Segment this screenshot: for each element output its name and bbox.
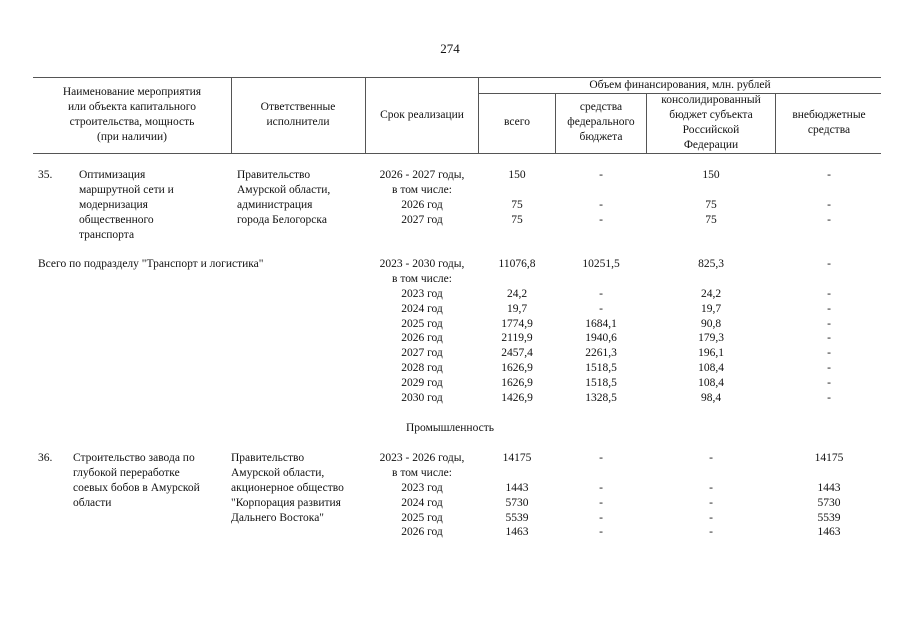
subtotal-label: Всего по подразделу "Транспорт и логистика" [38,258,264,270]
text-line: Амурской области, [231,466,325,479]
value-cell: - [599,287,603,300]
spacer [480,183,554,198]
term-year: 2026 год [401,198,443,211]
header-col-divider [365,77,366,153]
header-text: или объекта капитального [68,100,196,113]
value-cell: - [827,347,831,360]
value-cell: - [709,496,713,509]
value-cell: - [599,198,603,211]
text-line: транспорта [79,228,135,241]
header-col-divider [555,93,556,153]
header-text: Федерации [683,138,739,151]
value-cell: - [827,392,831,405]
spacer [557,183,645,198]
spacer [557,272,645,287]
term-year: 2024 год [401,302,443,315]
term-cell [367,451,477,540]
spacer [777,466,881,481]
value-cell: 19,7 [506,302,528,315]
value-cell: - [599,452,603,464]
header-text: внебюджетные [792,109,866,121]
value-cell: - [827,317,831,330]
value-cell: 5730 [505,496,529,509]
value-cell: 1443 [505,481,529,494]
executors [237,168,330,228]
term-year: 2025 год [401,317,443,330]
offbudget-column [777,257,881,406]
term-including: в том числе: [392,183,452,196]
text-line: Дальнего Востока" [231,511,324,524]
total-column [480,451,554,540]
value-cell: - [827,258,831,270]
term-year: 2030 год [401,392,443,405]
value-cell: 5539 [505,511,529,524]
term-year: 2026 год [401,332,443,345]
spacer [480,272,554,287]
value-cell: 2457,4 [501,347,533,360]
term-cell [367,168,477,228]
header-text: Ответственные [260,101,336,113]
text-line: глубокой переработке [73,466,180,479]
text-line: Амурской области, [237,183,331,196]
value-cell: 1626,9 [501,377,533,390]
value-cell: 825,3 [698,258,724,270]
value-cell: 108,4 [698,362,724,375]
value-cell: 24,2 [700,287,722,300]
value-cell: 1328,5 [585,392,617,405]
row-number: 35. [38,169,53,181]
term-period: 2023 - 2030 годы, [379,258,465,270]
spacer [648,183,774,198]
value-cell: - [827,169,831,181]
header-col-divider [775,93,776,153]
header-col-divider [646,93,647,153]
text-line: города Белогорска [237,213,327,226]
value-cell: 14175 [814,452,844,464]
value-cell: 75 [511,213,523,226]
header-text: строительства, мощность [69,115,195,128]
offbudget-column [777,168,881,228]
value-cell: 5539 [817,511,841,524]
value-cell: 75 [511,198,523,211]
value-cell: - [599,169,603,181]
header-text: Российской [682,123,740,136]
regional-column [648,451,774,540]
header-funding-group [480,78,880,93]
value-cell: - [599,526,603,539]
value-cell: - [599,302,603,315]
value-cell: 1518,5 [585,377,617,390]
total-column [480,168,554,228]
spacer [648,272,774,287]
term-year: 2026 год [401,526,443,539]
text-line: Правительство [237,169,311,181]
value-cell: 75 [705,213,717,226]
header-text: средства [579,101,623,113]
section-title: Промышленность [405,422,494,434]
value-cell: - [827,287,831,300]
table-header-bottom-border [33,153,881,154]
header-text: (при наличии) [97,130,167,143]
value-cell: 2119,9 [501,332,533,345]
value-cell: 196,1 [698,347,724,360]
term-cell [367,257,477,406]
header-col-divider [231,77,232,153]
spacer [777,272,881,287]
value-cell: 1463 [817,526,841,539]
text-line: соевых бобов в Амурской [73,481,200,494]
value-cell: 1463 [505,526,529,539]
header-text: Срок реализации [380,109,464,121]
term-year: 2027 год [401,347,443,360]
regional-column [648,257,774,406]
value-cell: - [599,511,603,524]
value-cell: - [709,526,713,539]
term-year: 2028 год [401,362,443,375]
value-cell: 1774,9 [501,317,533,330]
header-text: средства [807,123,851,136]
value-cell: 1518,5 [585,362,617,375]
measure-name [73,451,200,511]
term-year: 2023 год [401,481,443,494]
value-cell: - [827,377,831,390]
offbudget-column [777,451,881,540]
value-cell: - [827,213,831,226]
term-year: 2029 год [401,377,443,390]
value-cell: - [709,452,713,464]
term-period: 2023 - 2026 годы, [379,452,465,464]
value-cell: 24,2 [506,287,528,300]
text-line: Строительство завода по [73,452,195,464]
value-cell: - [827,198,831,211]
regional-column [648,168,774,228]
value-cell: 150 [508,169,526,181]
value-cell: 1626,9 [501,362,533,375]
spacer [777,183,881,198]
value-cell: 150 [702,169,720,181]
term-including: в том числе: [392,272,452,285]
value-cell: - [827,332,831,345]
header-name-cell [35,85,229,145]
header-text: всего [504,116,530,128]
text-line: акционерное общество [231,481,344,494]
total-column [480,257,554,406]
header-exec-cell [233,100,363,130]
value-cell: 10251,5 [582,258,620,270]
text-line: "Корпорация развития [231,496,341,509]
text-line: Правительство [231,452,305,464]
spacer [557,466,645,481]
value-cell: 5730 [817,496,841,509]
header-regional-cell [648,93,774,153]
term-year: 2025 год [401,511,443,524]
value-cell: - [827,302,831,315]
term-year: 2024 год [401,496,443,509]
value-cell: 1684,1 [585,317,617,330]
header-text: Наименование мероприятия [62,86,202,98]
value-cell: 2261,3 [585,347,617,360]
value-cell: - [599,496,603,509]
value-cell: 98,4 [700,392,722,405]
spacer [480,466,554,481]
text-line: Оптимизация [79,169,146,181]
header-text: Объем финансирования, млн. рублей [589,79,771,91]
text-line: администрация [237,198,313,211]
header-text: бюджета [579,130,623,143]
header-text: исполнители [266,115,330,128]
text-line: общественного [79,213,154,226]
term-year: 2023 год [401,287,443,300]
value-cell: 19,7 [700,302,722,315]
federal-column [557,257,645,406]
federal-column [557,168,645,228]
header-offbudget-cell [777,108,881,138]
page-number: 274 [440,41,460,56]
term-period: 2026 - 2027 годы, [379,169,465,181]
value-cell: 1443 [817,481,841,494]
row-number: 36. [38,452,53,464]
text-line: области [73,496,112,509]
federal-column [557,451,645,540]
header-col-divider [478,77,479,153]
value-cell: 1426,9 [501,392,533,405]
value-cell: 90,8 [700,317,722,330]
spacer [648,466,774,481]
executors [231,451,344,525]
value-cell: - [827,362,831,375]
header-text: федерального [567,115,635,128]
term-year: 2027 год [401,213,443,226]
value-cell: - [599,213,603,226]
value-cell: - [709,511,713,524]
value-cell: 108,4 [698,377,724,390]
value-cell: - [599,481,603,494]
header-total-cell [480,115,554,130]
header-text: бюджет субъекта [669,108,753,121]
value-cell: 14175 [502,452,532,464]
value-cell: 11076,8 [498,258,536,270]
term-including: в том числе: [392,466,452,479]
header-federal-cell [557,100,645,145]
value-cell: 75 [705,198,717,211]
value-cell: 1940,6 [585,332,617,345]
measure-name [79,168,174,242]
value-cell: 179,3 [698,332,724,345]
header-term-cell [367,108,477,123]
text-line: маршрутной сети и [79,183,174,196]
header-text: консолидированный [661,94,761,106]
text-line: модернизация [79,198,148,211]
value-cell: - [709,481,713,494]
